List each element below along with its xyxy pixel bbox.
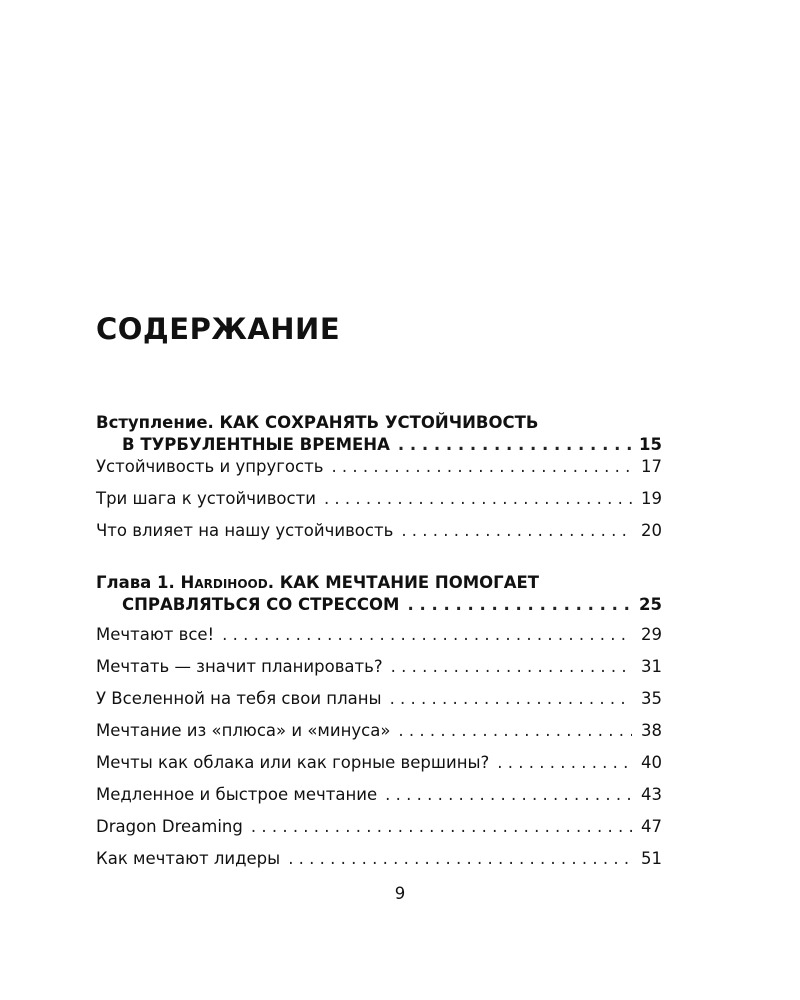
toc-entry-label: У Вселенной на тебя свои планы: [96, 689, 382, 708]
dot-leader: [324, 488, 632, 510]
toc-entry-label: Dragon Dreaming: [96, 817, 243, 836]
toc-entry: [96, 520, 662, 542]
toc-section-chapter1: [96, 572, 662, 870]
dot-leader: [407, 594, 631, 616]
toc-entry-page: 40: [641, 753, 662, 772]
chapter1-heading-line2: [96, 594, 662, 616]
page-number: 9: [394, 884, 406, 903]
toc-entry-label: Как мечтают лидеры: [96, 849, 281, 868]
toc-entry-label: Устойчивость и упругость: [96, 457, 324, 476]
chapter1-heading-line1: [96, 572, 662, 594]
toc-entry: [96, 720, 662, 742]
toc-entry-page: 38: [641, 721, 662, 740]
chapter1-heading-smallcaps: Hardihood: [180, 573, 268, 592]
toc-entry-page: 17: [641, 457, 662, 476]
toc-entry-page: 47: [641, 817, 662, 836]
toc-entry-label: Мечтать — значит планировать?: [96, 657, 383, 676]
toc-entry-page: 43: [641, 785, 662, 804]
dot-leader: [385, 784, 632, 806]
toc-entry-page: 35: [641, 689, 662, 708]
toc-entry: [96, 752, 662, 774]
intro-heading-page: 15: [639, 435, 662, 454]
toc-entry: [96, 656, 662, 678]
toc-entry-label: Мечтают все!: [96, 625, 215, 644]
toc-entry: [96, 784, 662, 806]
page-title: СОДЕРЖАНИЕ: [96, 312, 341, 346]
dot-leader: [251, 816, 632, 838]
chapter1-heading-rest: . КАК МЕЧТАНИЕ ПОМОГАЕТ: [267, 573, 539, 592]
toc-entry-label: Медленное и быстрое мечтание: [96, 785, 378, 804]
toc-entry-page: 19: [641, 489, 662, 508]
dot-leader: [497, 752, 632, 774]
toc-entry-page: 51: [641, 849, 662, 868]
toc-entry-page: 31: [641, 657, 662, 676]
dot-leader: [391, 656, 632, 678]
intro-heading-line2: [96, 434, 662, 456]
toc-entry-label: Мечты как облака или как горные вершины?: [96, 753, 490, 772]
toc-entry-page: 29: [641, 625, 662, 644]
toc-entry-label: Что влияет на нашу устойчивость: [96, 521, 394, 540]
dot-leader: [401, 520, 632, 542]
toc-entry: [96, 488, 662, 510]
toc-entry: [96, 848, 662, 870]
toc-entry: [96, 456, 662, 478]
chapter1-heading-page: 25: [639, 595, 662, 614]
toc-section-intro: [96, 412, 662, 542]
dot-leader: [222, 624, 632, 646]
dot-leader: [390, 688, 632, 710]
chapter1-heading-prefix: Глава 1.: [96, 573, 181, 592]
dot-leader: [288, 848, 632, 870]
toc-entry-label: Мечтание из «плюса» и «минуса»: [96, 721, 391, 740]
dot-leader: [398, 720, 632, 742]
toc-entry: [96, 816, 662, 838]
chapter1-heading-label: СПРАВЛЯТЬСЯ СО СТРЕССОМ: [122, 595, 400, 614]
dot-leader: [398, 434, 631, 456]
toc-entry: [96, 688, 662, 710]
intro-heading-line1: Вступление. КАК СОХРАНЯТЬ УСТОЙЧИВОСТЬ: [96, 413, 539, 432]
toc-entry-label: Три шага к устойчивости: [96, 489, 316, 508]
dot-leader: [331, 456, 632, 478]
toc-entry: [96, 624, 662, 646]
intro-heading-label: В ТУРБУЛЕНТНЫЕ ВРЕМЕНА: [122, 435, 390, 454]
toc-entry-page: 20: [641, 521, 662, 540]
